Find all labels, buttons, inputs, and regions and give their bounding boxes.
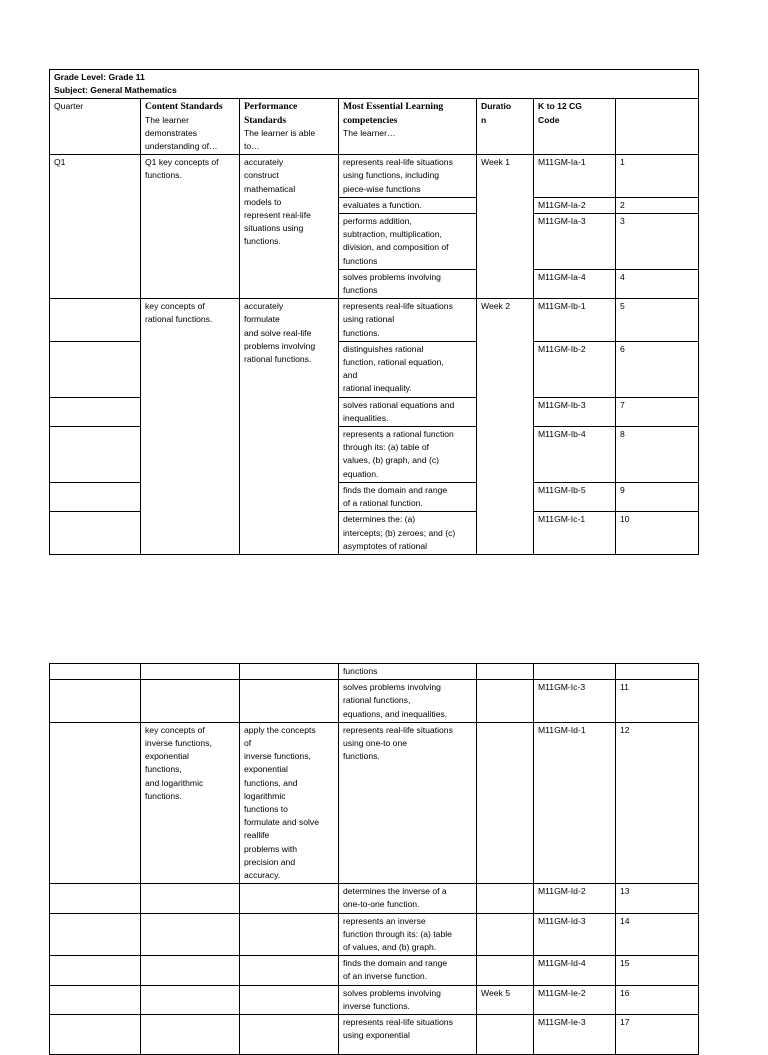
number-cell: 7	[616, 397, 699, 426]
code-cell: M11GM-Ie-3	[534, 1015, 616, 1055]
col-quarter: Quarter	[50, 99, 141, 155]
content-standard-cell-empty	[141, 680, 240, 723]
number-cell: 13	[616, 884, 699, 913]
code-cell: M11GM-Ib-2	[534, 341, 616, 397]
duration-cell-empty	[477, 664, 534, 680]
melc-cell: solves problems involving inverse functions.	[339, 985, 477, 1014]
number-cell: 8	[616, 427, 699, 483]
duration-cell: Week 5	[477, 985, 534, 1014]
melc-sub: The learner…	[343, 127, 396, 138]
duration-cell-empty	[477, 913, 534, 956]
code-cell: M11GM-Ie-2	[534, 985, 616, 1014]
duration-cell-empty	[477, 956, 534, 985]
code-cell: M11GM-Id-4	[534, 956, 616, 985]
quarter-cell-empty	[50, 985, 141, 1014]
number-cell: 17	[616, 1015, 699, 1055]
quarter-cell-empty	[50, 913, 141, 956]
melc-title: Most Essential Learning competencies	[343, 101, 444, 126]
number-cell: 2	[616, 197, 699, 213]
melc-cell: represents a rational function through its: (a) table of values, (b) graph, and (c) equation.	[339, 427, 477, 483]
performance-standard-cell: accurately formulate and solve real-life problems involving rational functions.	[240, 299, 339, 555]
quarter-cell-empty	[50, 664, 141, 680]
number-cell: 6	[616, 341, 699, 397]
col-melc	[339, 99, 477, 155]
code-cell: M11GM-Ia-1	[534, 155, 616, 198]
content-standard-cell-empty	[141, 664, 240, 680]
melc-cell: represents real-life situations using rational functions.	[339, 299, 477, 342]
melc-cell: evaluates a function.	[339, 197, 477, 213]
grade-level: Grade Level: Grade 11	[54, 72, 145, 82]
code-cell: M11GM-Ia-4	[534, 269, 616, 298]
number-cell: 4	[616, 269, 699, 298]
number-cell: 10	[616, 512, 699, 555]
number-cell: 12	[616, 722, 699, 883]
number-cell: 16	[616, 985, 699, 1014]
duration-cell: Week 2	[477, 299, 534, 555]
col-code: K to 12 CG Code	[534, 99, 616, 155]
content-standard-cell: Q1 key concepts of functions.	[141, 155, 240, 299]
duration-cell-empty	[477, 722, 534, 883]
content-standard-cell: key concepts of rational functions.	[141, 299, 240, 555]
number-cell: 5	[616, 299, 699, 342]
melc-cell: represents an inverse function through its: (a) table of values, and (b) graph.	[339, 913, 477, 956]
performance-standard-cell-empty	[240, 884, 339, 913]
performance-standards-sub: The learner is able to…	[244, 127, 316, 152]
performance-standard-cell-empty	[240, 913, 339, 956]
melc-cell: solves problems involving rational functions, equations, and inequalities.	[339, 680, 477, 723]
content-standards-title: Content Standards	[145, 101, 223, 113]
duration-cell: Week 1	[477, 155, 534, 299]
quarter-cell-empty	[50, 482, 141, 511]
number-cell: 15	[616, 956, 699, 985]
code-cell: M11GM-Id-3	[534, 913, 616, 956]
quarter-cell-empty	[50, 884, 141, 913]
code-cell: M11GM-Ic-1	[534, 512, 616, 555]
curriculum-table-page2	[49, 663, 699, 1055]
melc-cell: determines the inverse of a one-to-one function.	[339, 884, 477, 913]
melc-cell: finds the domain and range of a rational function.	[339, 482, 477, 511]
code-cell-empty	[534, 664, 616, 680]
col-content-standards	[141, 99, 240, 155]
quarter-cell-empty	[50, 427, 141, 483]
duration-cell-empty	[477, 1015, 534, 1055]
content-standard-cell: key concepts of inverse functions, exponential functions, and logarithmic functions.	[141, 722, 240, 883]
number-cell: 14	[616, 913, 699, 956]
melc-cell: distinguishes rational function, rational equation, and rational inequality.	[339, 341, 477, 397]
content-standard-cell-empty	[141, 985, 240, 1014]
code-cell: M11GM-Ib-1	[534, 299, 616, 342]
melc-cell: finds the domain and range of an inverse function.	[339, 956, 477, 985]
quarter-cell-empty	[50, 722, 141, 883]
quarter-cell-empty	[50, 299, 141, 342]
col-performance-standards	[240, 99, 339, 155]
subject: Subject: General Mathematics	[54, 85, 177, 96]
code-cell: M11GM-Id-1	[534, 722, 616, 883]
performance-standards-title: Performance Standards	[244, 101, 298, 126]
code-cell: M11GM-Ia-2	[534, 197, 616, 213]
code-cell: M11GM-Ia-3	[534, 214, 616, 270]
col-duration: Duratio n	[477, 99, 534, 155]
number-cell: 3	[616, 214, 699, 270]
performance-standard-cell: apply the concepts of inverse functions, exponential functions, and logarithmic functions to formulate and solve reallife problems with precision and accuracy.	[240, 722, 339, 883]
code-cell: M11GM-Id-2	[534, 884, 616, 913]
melc-cell: determines the: (a) intercepts; (b) zeroes; and (c) asymptotes of rational	[339, 512, 477, 555]
performance-standard-cell-empty	[240, 664, 339, 680]
code-cell: M11GM-Ib-5	[534, 482, 616, 511]
quarter-cell-empty	[50, 680, 141, 723]
content-standards-sub: The learner demonstrates understanding of…	[145, 114, 218, 152]
quarter-cell-empty	[50, 512, 141, 555]
code-cell: M11GM-Ic-3	[534, 680, 616, 723]
quarter-cell-empty	[50, 1015, 141, 1055]
performance-standard-cell-empty	[240, 956, 339, 985]
melc-cell: represents real-life situations using exponential	[339, 1015, 477, 1055]
number-cell: 1	[616, 155, 699, 198]
performance-standard-cell-empty	[240, 1015, 339, 1055]
content-standard-cell-empty	[141, 913, 240, 956]
number-cell-empty	[616, 664, 699, 680]
content-standard-cell-empty	[141, 884, 240, 913]
melc-cell: functions	[339, 664, 477, 680]
code-cell: M11GM-Ib-3	[534, 397, 616, 426]
number-cell: 9	[616, 482, 699, 511]
content-standard-cell-empty	[141, 956, 240, 985]
melc-cell: represents real-life situations using one-to one functions.	[339, 722, 477, 883]
melc-cell: solves problems involving functions	[339, 269, 477, 298]
performance-standard-cell-empty	[240, 985, 339, 1014]
curriculum-table-page1	[49, 69, 699, 555]
melc-cell: represents real-life situations using functions, including piece-wise functions	[339, 155, 477, 198]
number-cell: 11	[616, 680, 699, 723]
table-header	[50, 70, 699, 99]
content-standard-cell-empty	[141, 1015, 240, 1055]
performance-standard-cell: accurately construct mathematical models to represent real-life situations using functions.	[240, 155, 339, 299]
performance-standard-cell-empty	[240, 680, 339, 723]
quarter-cell-empty	[50, 397, 141, 426]
melc-cell: solves rational equations and inequalities.	[339, 397, 477, 426]
duration-cell-empty	[477, 884, 534, 913]
quarter-cell-empty	[50, 341, 141, 397]
quarter-cell: Q1	[50, 155, 141, 299]
duration-cell-empty	[477, 680, 534, 723]
melc-cell: performs addition, subtraction, multiplication, division, and composition of functions	[339, 214, 477, 270]
quarter-cell-empty	[50, 956, 141, 985]
col-number	[616, 99, 699, 155]
code-cell: M11GM-Ib-4	[534, 427, 616, 483]
